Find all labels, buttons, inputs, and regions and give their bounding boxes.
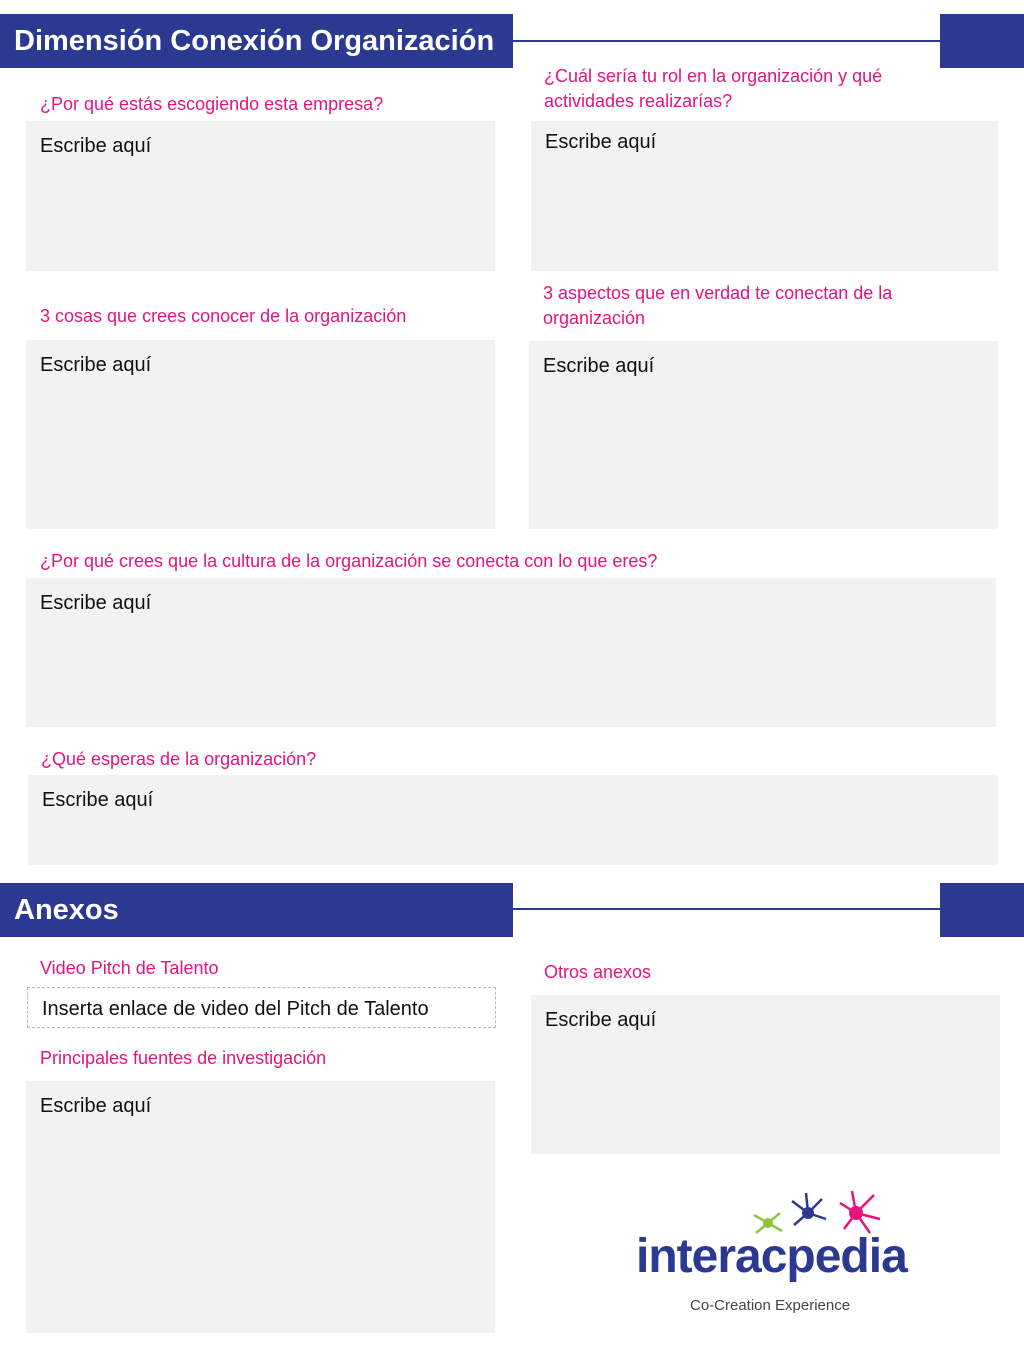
answer-box-three-things[interactable]: Escribe aquí xyxy=(26,340,495,529)
question-three-aspects: 3 aspectos que en verdad te conectan de la organización xyxy=(543,283,893,328)
label-research-sources: Principales fuentes de investigación xyxy=(40,1048,327,1068)
logo-tagline: Co-Creation Experience xyxy=(690,1297,851,1314)
question-culture: ¿Por qué crees que la cultura de la organización se conecta con lo que eres? xyxy=(40,551,658,571)
answer-box-three-aspects[interactable]: Escribe aquí xyxy=(529,341,998,529)
section-title-anexos: Anexos xyxy=(0,883,513,937)
answer-box-culture[interactable]: Escribe aquí xyxy=(26,578,996,727)
answer-box-research-sources[interactable]: Escribe aquí xyxy=(26,1081,495,1333)
answer-box-other-annexes[interactable]: Escribe aquí xyxy=(531,995,1000,1154)
banner-line xyxy=(513,908,943,910)
question-why-company: ¿Por qué estás escogiendo esta empresa? xyxy=(40,94,384,114)
answer-box-expectations[interactable]: Escribe aquí xyxy=(28,775,998,865)
banner-line xyxy=(513,40,943,42)
logo-wordmark: interacpedia xyxy=(636,1230,907,1283)
banner-block xyxy=(940,14,1024,68)
label-video-pitch: Video Pitch de Talento xyxy=(40,958,219,978)
video-link-field[interactable]: Inserta enlace de video del Pitch de Talento xyxy=(27,987,496,1028)
section-title-conexion: Dimensión Conexión Organización xyxy=(0,14,513,68)
question-expectations: ¿Qué esperas de la organización? xyxy=(41,749,317,769)
question-three-things: 3 cosas que crees conocer de la organización xyxy=(40,306,407,326)
banner-block xyxy=(940,883,1024,937)
answer-box-role[interactable]: Escribe aquí xyxy=(531,121,998,271)
label-other-annexes: Otros anexos xyxy=(544,962,652,982)
interacpedia-logo xyxy=(630,1185,910,1325)
answer-box-why-company[interactable]: Escribe aquí xyxy=(26,121,495,271)
question-role: ¿Cuál sería tu rol en la organización y qué actividades realizarías? xyxy=(544,66,883,111)
